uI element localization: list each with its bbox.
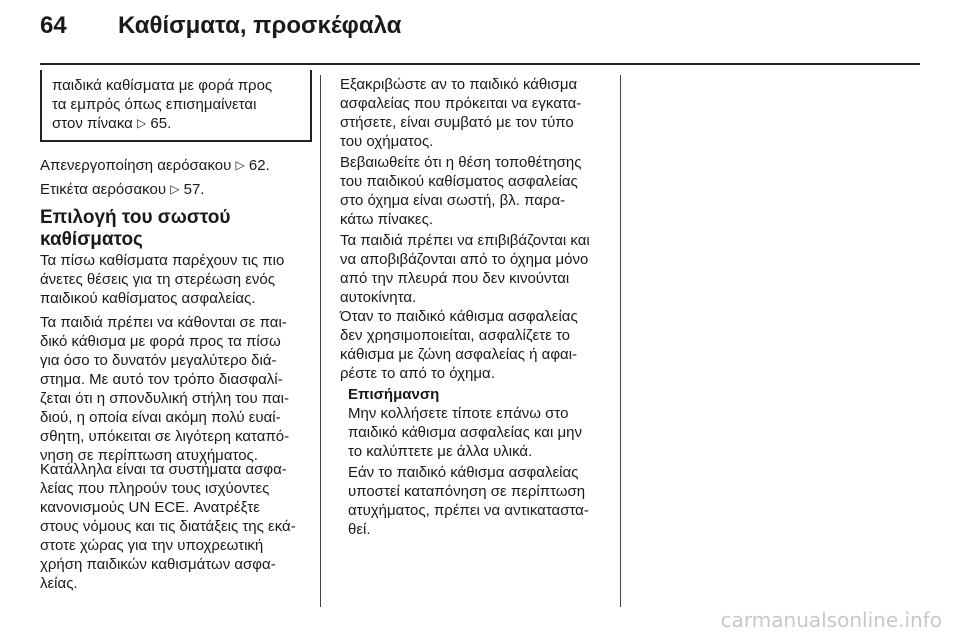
paragraph: Βεβαιωθείτε ότι η θέση τοποθέτησης του παιδικού καθίσματος ασφαλείας στο όχημα είναι σωστή, βλ. παρα- κάτω πίνακες. [340, 154, 582, 228]
paragraph: Τα πίσω καθίσματα παρέχουν τις πιο άνετες θέσεις για τη στερέωση ενός παιδικού καθίσματος ασφαλείας. [40, 252, 285, 307]
paragraph: Τα παιδιά πρέπει να κάθονται σε παι- δικό κάθισμα με φορά προς τα πίσω για όσο το δυνατόν μεγαλύτερο διά- στημα. Με αυτό τον τρόπο διασφαλί- ζεται ότι η σπονδυλική στήλη του παι- διού, η οποία είναι ακόμη πολύ ευαί- σθητη, υπόκειται σε λιγότερη καταπό- νηση σε περίπτωση ατυχήματος. [40, 314, 290, 464]
page-ref-link[interactable]: 62. [248, 157, 270, 174]
page-ref-link[interactable]: 57. [183, 181, 205, 198]
section-heading: Επιλογή του σωστού καθίσματος [40, 207, 231, 250]
column-divider-2 [620, 75, 621, 607]
box-line: τα εμπρός όπως επισημαίνεται [52, 96, 257, 113]
box-line: στον πίνακα ▷ 65. [52, 115, 172, 132]
page-ref-icon: ▷ [137, 116, 147, 130]
column-divider-1 [320, 75, 321, 607]
note-paragraph: Εάν το παιδικό κάθισμα ασφαλείας υποστεί καταπόνηση σε περίπτωση ατυχήματος, πρέπει να αντικαταστα- θεί. [348, 464, 589, 538]
header-rule [40, 63, 920, 65]
boxed-note-continuation [40, 70, 312, 142]
page-ref-icon: ▷ [170, 182, 180, 196]
paragraph: Τα παιδιά πρέπει να επιβιβάζονται και να αποβιβάζονται από το όχημα μόνο από την πλευρά που δεν κινούνται αυτοκίνητα. [340, 232, 590, 306]
box-line: παιδικά καθίσματα με φορά προς [52, 77, 273, 94]
paragraph: Όταν το παιδικό κάθισμα ασφαλείας δεν χρησιμοποιείται, ασφαλίζετε το κάθισμα με ζώνη ασφαλείας ή αφαι- ρέστε το από το όχημα. [340, 308, 578, 382]
page-title: Καθίσματα, προσκέφαλα [118, 12, 402, 39]
note-block: Επισήμανση Μην κολλήσετε τίποτε επάνω στο παιδικό κάθισμα ασφαλείας και μην το καλύπτετε με άλλα υλικά. [348, 386, 582, 460]
watermark: carmanualsonline.info [720, 608, 942, 632]
page-ref-link[interactable]: 65. [150, 115, 172, 132]
note-title: Επισήμανση [348, 386, 440, 403]
page-number: 64 [40, 12, 67, 39]
xref-airbag-label: Ετικέτα αερόσακου ▷ 57. [40, 181, 205, 198]
paragraph: Κατάλληλα είναι τα συστήματα ασφα- λείας που πληρούν τους ισχύοντες κανονισμούς UN ECE. Ανατρέξτε στους νόμους και τις διατάξεις της εκά- στοτε χώρας για την υποχρεωτική χρήση παιδικών καθισμάτων ασφα- λείας. [40, 461, 296, 592]
xref-airbag-deactivation: Απενεργοποίηση αερόσακου ▷ 62. [40, 157, 270, 174]
page-ref-icon: ▷ [235, 158, 245, 172]
paragraph: Εξακριβώστε αν το παιδικό κάθισμα ασφαλείας που πρόκειται να εγκατα- στήσετε, είναι συμβατό με τον τύπο του οχήματος. [340, 76, 582, 150]
